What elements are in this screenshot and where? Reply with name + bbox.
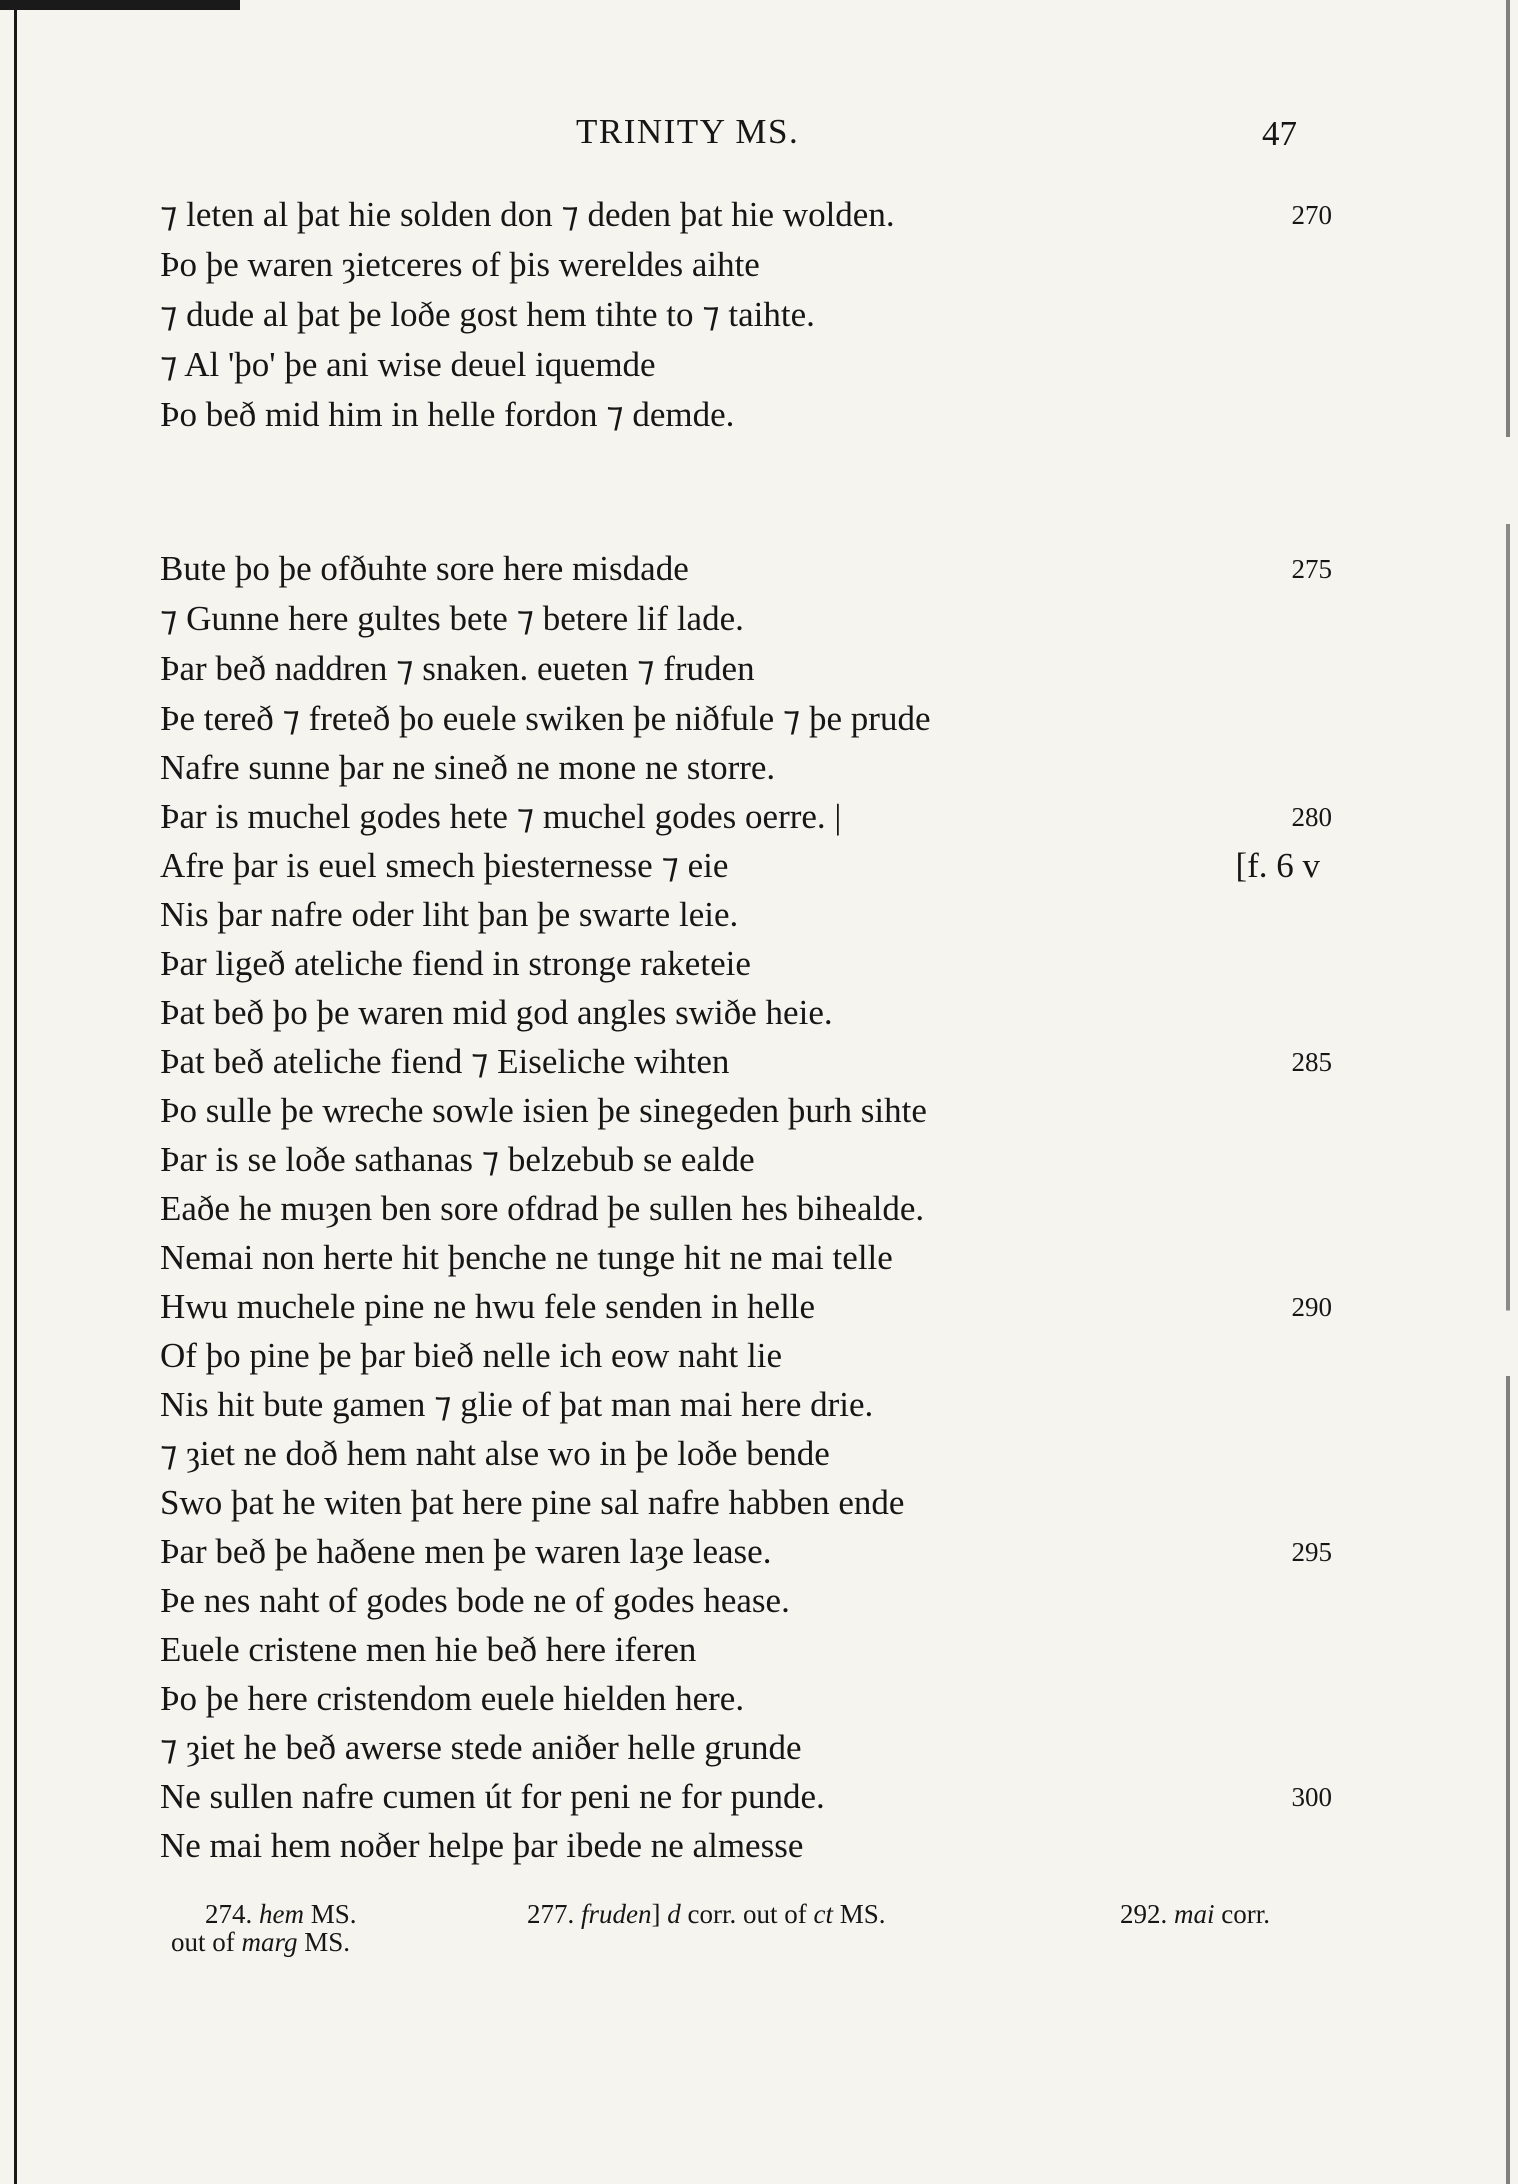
- verse-line: Ne sullen nafre cumen út for peni ne for punde.: [160, 1777, 825, 1816]
- verse-line: Þar ligeð ateliche fiend in stronge raketeie: [160, 944, 751, 983]
- footnote-number: 292.: [1120, 1899, 1168, 1929]
- footnote-text: MS.: [832, 1899, 886, 1929]
- verse-line: Þo beð mid him in helle fordon ⁊ demde.: [160, 395, 735, 434]
- footnote-bracket: ]: [651, 1899, 661, 1929]
- footnote-reading: ct: [813, 1899, 833, 1929]
- verse-line: ⁊ Gunne here gultes bete ⁊ betere lif lade.: [160, 599, 744, 638]
- footnote-274-continued: [171, 1926, 350, 1958]
- folio-reference: [f. 6 v: [1235, 846, 1320, 885]
- verse-line: Euele cristene men hie beð here iferen: [160, 1630, 697, 1669]
- verse-line: Þe nes naht of godes bode ne of godes hease.: [160, 1581, 790, 1620]
- footnote-text: corr.: [1214, 1899, 1270, 1929]
- footnote-text: out of: [171, 1927, 242, 1957]
- line-number: 280: [1291, 802, 1332, 832]
- verse-line: Nis hit bute gamen ⁊ glie of þat man mai here drie.: [160, 1385, 874, 1424]
- verse-line: Afre þar is euel smech þiesternesse ⁊ eie: [160, 846, 729, 885]
- footnote-text: MS.: [297, 1927, 351, 1957]
- verse-line: ⁊ ȝiet he beð awerse stede aniðer helle grunde: [160, 1728, 802, 1767]
- footnote-number: 277.: [527, 1899, 575, 1929]
- footnote-277: [527, 1898, 886, 1930]
- verse-line: ⁊ dude al þat þe loðe gost hem tihte to ⁊ taihte.: [160, 295, 815, 334]
- verse-line: Ne mai hem noðer helpe þar ibede ne almesse: [160, 1826, 804, 1865]
- verse-line: Bute þo þe ofðuhte sore here misdade: [160, 549, 689, 588]
- verse-line: Eaðe he muȝen ben sore ofdrad þe sullen hes bihealde.: [160, 1189, 925, 1228]
- verse-line: Þat beð ateliche fiend ⁊ Eiseliche wihten: [160, 1042, 730, 1081]
- footnote-lemma: mai: [1174, 1899, 1215, 1929]
- footnote-text: MS.: [303, 1899, 357, 1929]
- page-edge-top: [0, 0, 240, 10]
- verse-line: Nis þar nafre oder liht þan þe swarte leie.: [160, 895, 739, 934]
- verse-line: Þo þe waren ȝietceres of þis wereldes aihte: [160, 245, 760, 284]
- line-number: 295: [1291, 1537, 1332, 1567]
- footnote-text: corr. out of: [680, 1899, 814, 1929]
- page-number: 47: [1262, 114, 1297, 153]
- verse-line: Þo sulle þe wreche sowle isien þe sinegeden þurh sihte: [160, 1091, 927, 1130]
- footnote-lemma: marg: [241, 1927, 298, 1957]
- line-number: 300: [1291, 1782, 1332, 1812]
- verse-line: Þat beð þo þe waren mid god angles swiðe heie.: [160, 993, 833, 1032]
- verse-line: Þe tereð ⁊ freteð þo euele swiken þe niðfule ⁊ þe prude: [160, 699, 931, 738]
- running-header: [160, 112, 1320, 162]
- footnote-lemma: fruden: [581, 1899, 652, 1929]
- line-number: 290: [1291, 1292, 1332, 1322]
- running-title: TRINITY MS.: [576, 112, 800, 151]
- line-number: 285: [1291, 1047, 1332, 1077]
- verse-line: ⁊ leten al þat hie solden don ⁊ deden þat hie wolden.: [160, 195, 895, 234]
- verse-line: Nemai non herte hit þenche ne tunge hit ne mai telle: [160, 1238, 893, 1277]
- verse-line: Þar is muchel godes hete ⁊ muchel godes oerre. |: [160, 797, 842, 836]
- footnote-number: 274.: [205, 1899, 253, 1929]
- line-number: 275: [1291, 554, 1332, 584]
- verse-line: ⁊ ȝiet ne doð hem naht alse wo in þe loðe bende: [160, 1434, 830, 1473]
- page-edge-right: [1506, 0, 1510, 2184]
- verse-line: Hwu muchele pine ne hwu fele senden in helle: [160, 1287, 816, 1326]
- line-number: 270: [1291, 200, 1332, 230]
- verse-line: Nafre sunne þar ne sineð ne mone ne storre.: [160, 748, 776, 787]
- verse-line: Swo þat he witen þat here pine sal nafre habben ende: [160, 1483, 905, 1522]
- verse-line: Þar beð þe haðene men þe waren laȝe lease.: [160, 1532, 772, 1571]
- footnote-reading: d: [667, 1899, 681, 1929]
- footnote-lemma: hem: [259, 1899, 304, 1929]
- verse-line: Þo þe here cristendom euele hielden here.: [160, 1679, 745, 1718]
- verse-line: Of þo pine þe þar bieð nelle ich eow naht lie: [160, 1336, 783, 1375]
- verse-line: ⁊ Al 'þo' þe ani wise deuel iquemde: [160, 345, 656, 384]
- page-edge-left: [14, 10, 17, 2184]
- verse-line: Þar beð naddren ⁊ snaken. eueten ⁊ fruden: [160, 649, 755, 688]
- verse-line: Þar is se loðe sathanas ⁊ belzebub se ealde: [160, 1140, 755, 1179]
- footnote-292: [1120, 1898, 1270, 1930]
